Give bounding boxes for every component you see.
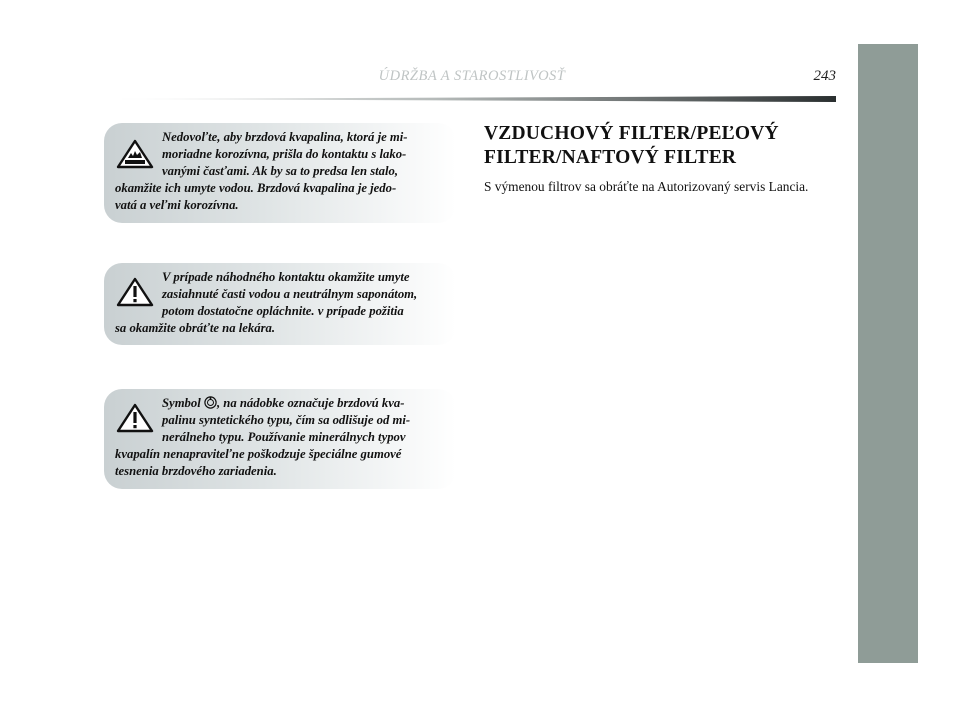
warning-line: moriadne korozívna, prišla do kontaktu s lako- xyxy=(162,147,407,161)
warning-line: vanými časťami. Ak by sa to predsa len stalo, xyxy=(162,164,399,178)
warning-line xyxy=(115,395,444,412)
warning-line: palinu syntetického typu, čím sa odlišuje od mi- xyxy=(162,413,411,427)
synthetic-fluid-symbol-icon xyxy=(204,396,217,409)
side-tab xyxy=(858,44,918,663)
warning-line: Nedovoľte, aby brzdová kvapalina, ktorá je mi- xyxy=(162,130,408,144)
warning-line: nerálneho typu. Používanie minerálnych typov xyxy=(162,430,406,444)
symbol-word: Symbol xyxy=(162,396,201,410)
warning-line: kvapalín nenapraviteľne poškodzuje špeciálne gumové xyxy=(115,447,402,461)
header-title: ÚDRŽBA A STAROSTLIVOSŤ xyxy=(378,68,566,84)
header-rule xyxy=(108,96,836,102)
warning-line: V prípade náhodného kontaktu okamžite umyte xyxy=(162,270,410,284)
symbol-line-rest: , na nádobke označuje brzdovú kva- xyxy=(216,396,405,410)
warning-line: tesnenia brzdového zariadenia. xyxy=(115,464,277,478)
warning-line: sa okamžite obráťte na lekára. xyxy=(115,321,276,335)
warning-box-symbol xyxy=(104,389,456,489)
page-number: 243 xyxy=(813,68,836,84)
warning-line: zasiahnuté časti vodou a neutrálnym saponátom, xyxy=(162,287,418,301)
warning-line: potom dostatočne opláchnite. v prípade požitia xyxy=(162,304,404,318)
warning-line: okamžite ich umyte vodou. Brzdová kvapalina je jedo- xyxy=(115,181,397,195)
warning-box-corrosive xyxy=(104,123,456,223)
section-title xyxy=(484,122,814,170)
warning-line: vatá a veľmi korozívna. xyxy=(115,198,239,212)
section-body: S výmenou filtrov sa obráťte na Autorizovaný servis Lancia. xyxy=(484,179,809,194)
warning-box-contact xyxy=(104,263,456,345)
section-title-line: FILTER/NAFTOVÝ FILTER xyxy=(484,147,737,168)
section-title-line: VZDUCHOVÝ FILTER/PEĽOVÝ xyxy=(484,123,779,144)
